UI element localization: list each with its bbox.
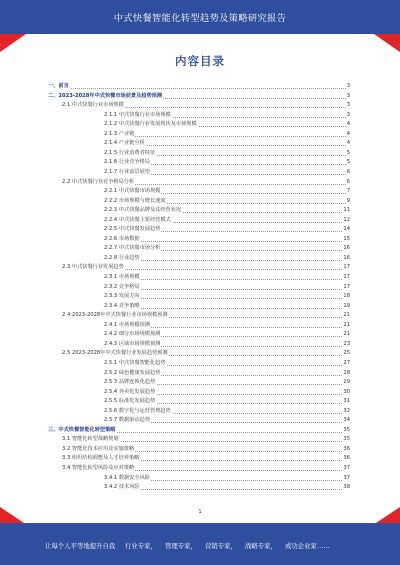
toc-entry-title: 2.1.3 产业链 — [104, 130, 135, 137]
toc-entry-title: 2.5 2023-2028年中式快餐行业发展趋势预测 — [62, 350, 168, 357]
toc-entry-page: 4 — [346, 130, 350, 137]
toc-entry-page: 4 — [346, 140, 350, 147]
toc-entry-title: 2.3.2 竞争格局 — [104, 283, 140, 290]
toc-entry-page: 15 — [343, 235, 350, 242]
toc-entry-title: 2.4.1 市场规模预测 — [104, 321, 150, 328]
toc-entry-page: 21 — [343, 331, 350, 338]
toc-entry-title: 2.2.1 中式快餐市场规模 — [104, 188, 161, 195]
toc-entry-title: 2.5.6 数字化与运营管理趋势 — [104, 407, 171, 414]
toc-entry[interactable] — [0, 483, 400, 492]
toc-entry-page: 21 — [343, 312, 350, 319]
toc-entry-page: 14 — [343, 226, 350, 233]
report-header — [0, 0, 400, 34]
toc-entry[interactable] — [0, 445, 400, 454]
toc-entry-title: 3.1 智能化转型战略规划 — [62, 436, 119, 443]
toc-entry-page: 16 — [343, 254, 350, 261]
toc-entry-page: 31 — [343, 398, 350, 405]
toc-entry-page: 19 — [343, 302, 350, 309]
toc-entry-title: 2.2.6 市场数据 — [104, 235, 140, 242]
toc-entry-title: 3.3 组织结构调整及人才培养策略 — [62, 455, 140, 462]
toc-entry[interactable] — [0, 187, 400, 196]
toc-entry[interactable] — [0, 263, 400, 272]
footer-item: 管理专家， — [165, 542, 197, 550]
toc-heading: 内容目录 — [175, 54, 225, 68]
toc-entry-page: 35 — [343, 436, 350, 443]
toc-entry-page: 34 — [343, 417, 350, 424]
toc-entry-page: 6 — [346, 168, 350, 175]
toc-entry-title: 2.2.3 中式快餐品牌及其经营状况 — [104, 207, 182, 214]
toc-entry-title: 3.2 智能化技术应用及实施策略 — [62, 445, 135, 452]
toc-entry-page: 9 — [346, 197, 350, 204]
toc-entry-page: 6 — [346, 178, 350, 185]
toc-entry[interactable] — [0, 92, 400, 101]
toc-entry-page: 3 — [346, 102, 350, 109]
toc-entry[interactable] — [0, 388, 400, 397]
toc-entry-title: 2.2.5 中式快餐发展趋势 — [104, 226, 161, 233]
toc-entry-title: 2.1.4 产业链分析 — [104, 140, 145, 147]
toc-entry-title: 2.5.5 标准化发展趋势 — [104, 398, 156, 405]
toc-entry-page: 12 — [343, 216, 350, 223]
toc-entry-title: 2.5.4 外卖化发展趋势 — [104, 388, 156, 395]
report-title: 中式快餐智能化转型趋势及策略研究报告 — [113, 13, 287, 24]
toc-entry-title: 2.4 2023-2028年中式快餐行业市场规模预测 — [62, 312, 168, 319]
toc-entry-page: 3 — [346, 111, 350, 118]
toc-entry[interactable] — [0, 349, 400, 358]
toc-entry-page: 23 — [343, 340, 350, 347]
toc-entry-title: 2.2.4 中式快餐主要经营模式 — [104, 216, 171, 223]
toc-entry-page: 7 — [346, 188, 350, 195]
toc-entry-title: 三、中式快餐智能化转型策略 — [48, 426, 116, 433]
toc-entry-page: 18 — [343, 293, 350, 300]
toc-entry-title: 3.4.1 数据安全风险 — [104, 474, 150, 481]
toc-entry[interactable] — [0, 111, 400, 120]
toc-entry[interactable] — [0, 139, 400, 148]
toc-entry[interactable] — [0, 474, 400, 483]
toc-entry-page: 27 — [343, 359, 350, 366]
toc-entry-title: 2.1.1 中式快餐行业市场规模 — [104, 111, 171, 118]
toc-entry-page: 37 — [343, 474, 350, 481]
toc-entry[interactable] — [0, 416, 400, 425]
toc-entry-title: 2.3.3 发展方向 — [104, 293, 140, 300]
toc-entry-page: 17 — [343, 264, 350, 271]
table-of-contents — [0, 82, 400, 522]
red-accent-bottom-left — [0, 505, 30, 523]
toc-entry-title: 2.1.6 行业竞争格局 — [104, 159, 150, 166]
toc-entry-page: 21 — [343, 321, 350, 328]
toc-entry-page: 11 — [343, 207, 350, 214]
toc-entry-page: 29 — [343, 379, 350, 386]
toc-entry-page: 30 — [343, 388, 350, 395]
toc-entry[interactable] — [0, 283, 400, 292]
toc-entry[interactable] — [0, 340, 400, 349]
footer-item: 营销专家， — [205, 542, 237, 550]
toc-entry-title: 2.5.2 绿色健康发展趋势 — [104, 369, 161, 376]
toc-entry[interactable] — [0, 302, 400, 311]
toc-entry-title: 二、2023-2028年中式快餐市场前景及趋势预测 — [48, 92, 163, 99]
toc-dot-leader — [48, 88, 348, 89]
red-accent-bottom-right — [370, 505, 400, 523]
toc-entry-page: 36 — [343, 455, 350, 462]
toc-entry[interactable] — [0, 197, 400, 206]
toc-entry[interactable] — [0, 311, 400, 320]
footer-item: 战略专家， — [245, 542, 277, 550]
toc-entry[interactable] — [0, 82, 400, 91]
toc-entry-page: 37 — [343, 465, 350, 471]
toc-entry[interactable] — [0, 254, 400, 263]
toc-entry-page: 32 — [343, 407, 350, 414]
toc-entry-page: 25 — [343, 350, 350, 357]
page-number: 1 — [198, 509, 202, 515]
toc-entry[interactable] — [0, 168, 400, 177]
toc-entry-title: 3.4 智能化转型风险及应对策略 — [62, 465, 135, 471]
toc-entry[interactable] — [0, 206, 400, 215]
toc-entry[interactable] — [0, 158, 400, 167]
toc-entry-page: 5 — [346, 159, 350, 166]
toc-entry-title: 一、前言 — [48, 83, 69, 89]
toc-entry[interactable] — [0, 359, 400, 368]
footer-banner — [0, 523, 400, 565]
toc-entry-title: 3.4.2 技术风险 — [104, 484, 140, 491]
toc-entry-page: 4 — [346, 121, 350, 128]
toc-entry[interactable] — [0, 454, 400, 463]
toc-entry-title: 2.1.5 行业消费者特征 — [104, 149, 156, 156]
toc-entry-title: 2.5.1 中式快餐智能化趋势 — [104, 359, 166, 366]
toc-entry[interactable] — [0, 225, 400, 234]
toc-entry-title: 2.1 中式快餐行业市场规模 — [62, 102, 124, 109]
footer-expert-list — [125, 541, 336, 550]
toc-entry-page: 35 — [343, 426, 350, 433]
toc-entry[interactable] — [0, 120, 400, 129]
toc-entry-title: 2.2.2 市场规模与增长速度 — [104, 197, 166, 204]
toc-entry-title: 2.3.4 竞争策略 — [104, 302, 140, 309]
footer-slogan: 让每个人平等地提升自我 — [45, 542, 116, 550]
toc-entry-page: 5 — [346, 149, 350, 156]
toc-entry-title: 2.2.8 行业趋势 — [104, 254, 140, 261]
toc-entry[interactable] — [0, 321, 400, 330]
footer-item: 行业专家， — [125, 542, 157, 550]
toc-entry-title: 2.1.2 中式快餐行业发展现状及市场规模 — [104, 121, 197, 128]
toc-entry-page: 17 — [343, 283, 350, 290]
toc-entry[interactable] — [0, 464, 400, 473]
toc-entry[interactable] — [0, 244, 400, 253]
toc-entry-page: 3 — [346, 92, 350, 99]
toc-entry-page: 28 — [343, 369, 350, 376]
toc-entry-title: 2.1.7 行业前景展望 — [104, 168, 150, 175]
toc-entry-page: 38 — [343, 484, 350, 491]
toc-entry-title: 2.2.7 中式快餐市场分析 — [104, 245, 161, 252]
toc-entry-page: 17 — [343, 274, 350, 280]
toc-entry[interactable] — [0, 435, 400, 444]
toc-entry[interactable] — [0, 130, 400, 139]
toc-entry[interactable] — [0, 407, 400, 416]
toc-entry[interactable] — [0, 216, 400, 225]
toc-entry-title: 2.2 中式快餐行业竞争格局分析 — [62, 178, 135, 185]
toc-entry-title: 2.3.1 市场规模 — [104, 274, 140, 280]
toc-entry-title: 2.4.3 区域市场规模预测 — [104, 340, 161, 347]
toc-entry-page: 16 — [343, 245, 350, 252]
toc-entry[interactable] — [0, 292, 400, 301]
toc-entry[interactable] — [0, 378, 400, 387]
toc-entry[interactable] — [0, 397, 400, 406]
footer-item: 成功企业家…… — [285, 542, 330, 550]
toc-dot-leader — [104, 136, 348, 137]
toc-entry[interactable] — [0, 369, 400, 378]
toc-entry-page: 36 — [343, 445, 350, 452]
toc-entry[interactable] — [0, 235, 400, 244]
toc-entry[interactable] — [0, 178, 400, 187]
toc-entry[interactable] — [0, 101, 400, 110]
toc-entry[interactable] — [0, 273, 400, 282]
toc-entry[interactable] — [0, 149, 400, 158]
toc-entry[interactable] — [0, 426, 400, 435]
toc-entry-title: 2.5.3 品牌连锁化趋势 — [104, 379, 156, 386]
toc-entry[interactable] — [0, 330, 400, 339]
toc-entry-title: 2.3 中式快餐行业发展趋势 — [62, 264, 124, 271]
toc-entry-title: 2.5.7 数据驱动趋势 — [104, 417, 150, 424]
toc-entry-title: 2.4.2 细分市场规模预测 — [104, 331, 161, 338]
toc-entry-page: 3 — [346, 83, 350, 89]
